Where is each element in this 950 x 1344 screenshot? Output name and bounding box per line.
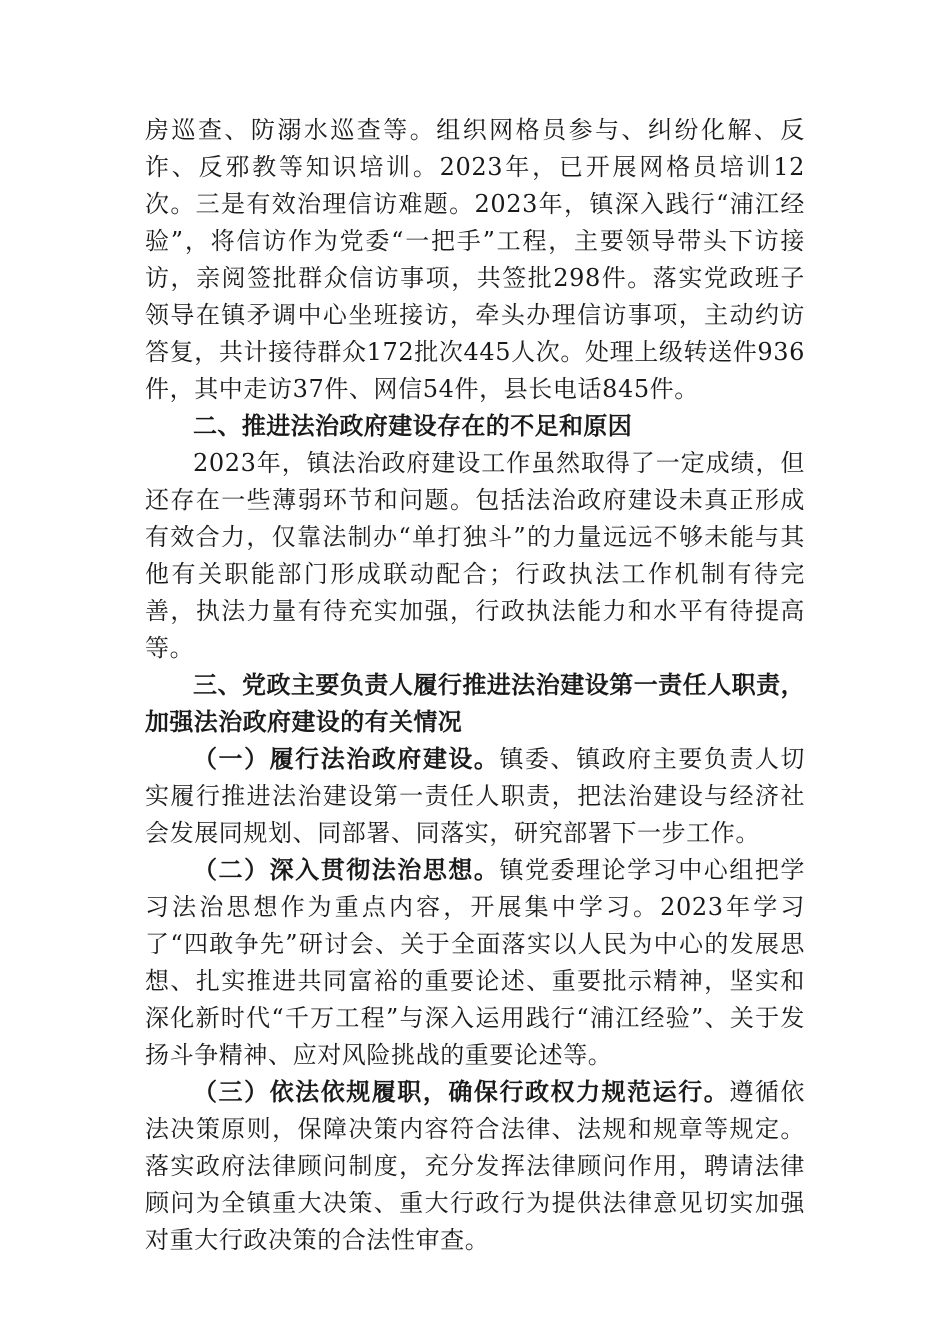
paragraph-item-3 [145,1074,805,1259]
item-2-title: （二）深入贯彻法治思想。 [193,856,500,884]
paragraph-item-1 [145,741,805,852]
paragraph-item-2 [145,852,805,1074]
paragraph-grid-and-petitions: 房巡查、防溺水巡查等。组织网格员参与、纠纷化解、反诈、反邪教等知识培训。2023年，已开展网格员培训12次。三是有效治理信访难题。2023年，镇深入践行“浦江经验”，将信访作为党委“一把手”工程，主要领导带头下访接访，亲阅签批群众信访事项，共签批298件。落实党政班子领导在镇矛调中心坐班接访，牵头办理信访事项，主动约访答复，共计接待群众172批次445人次。处理上级转送件936件，其中走访37件、网信54件，县长电话845件。 [145,116,805,403]
document-body [145,112,805,1259]
item-1-body: 镇委、镇政府主要负责人切实履行推进法治建设第一责任人职责，把法治建设与经济社会发展同规划、同部署、同落实，研究部署下一步工作。 [145,745,805,847]
item-2-body: 镇党委理论学习中心组把学习法治思想作为重点内容，开展集中学习。2023年学习了“四敢争先”研讨会、关于全面落实以人民为中心的发展思想、扎实推进共同富裕的重要论述、重要批示精神，坚实和深化新时代“千万工程”与深入运用践行“浦江经验”、关于发扬斗争精神、应对风险挑战的重要论述等。 [145,856,805,1069]
section-heading-responsibilities: 三、党政主要负责人履行推进法治建设第一责任人职责，加强法治政府建设的有关情况 [145,671,805,736]
section-heading-shortcomings: 二、推进法治政府建设存在的不足和原因 [193,412,633,440]
item-3-body: 遵循依法决策原则，保障决策内容符合法律、法规和规章等规定。落实政府法律顾问制度，充分发挥法律顾问作用，聘请法律顾问为全镇重大决策、重大行政行为提供法律意见切实加强对重大行政决策的合法性审查。 [145,1078,805,1254]
paragraph-shortcomings: 2023年，镇法治政府建设工作虽然取得了一定成绩，但还存在一些薄弱环节和问题。包括法治政府建设未真正形成有效合力，仅靠法制办“单打独斗”的力量远远不够未能与其他有关职能部门形成联动配合；行政执法工作机制有待完善，执法力量有待充实加强，行政执法能力和水平有待提高等。 [145,449,805,662]
item-1-title: （一）履行法治政府建设。 [193,745,500,773]
item-3-title: （三）依法依规履职，确保行政权力规范运行。 [193,1078,730,1106]
